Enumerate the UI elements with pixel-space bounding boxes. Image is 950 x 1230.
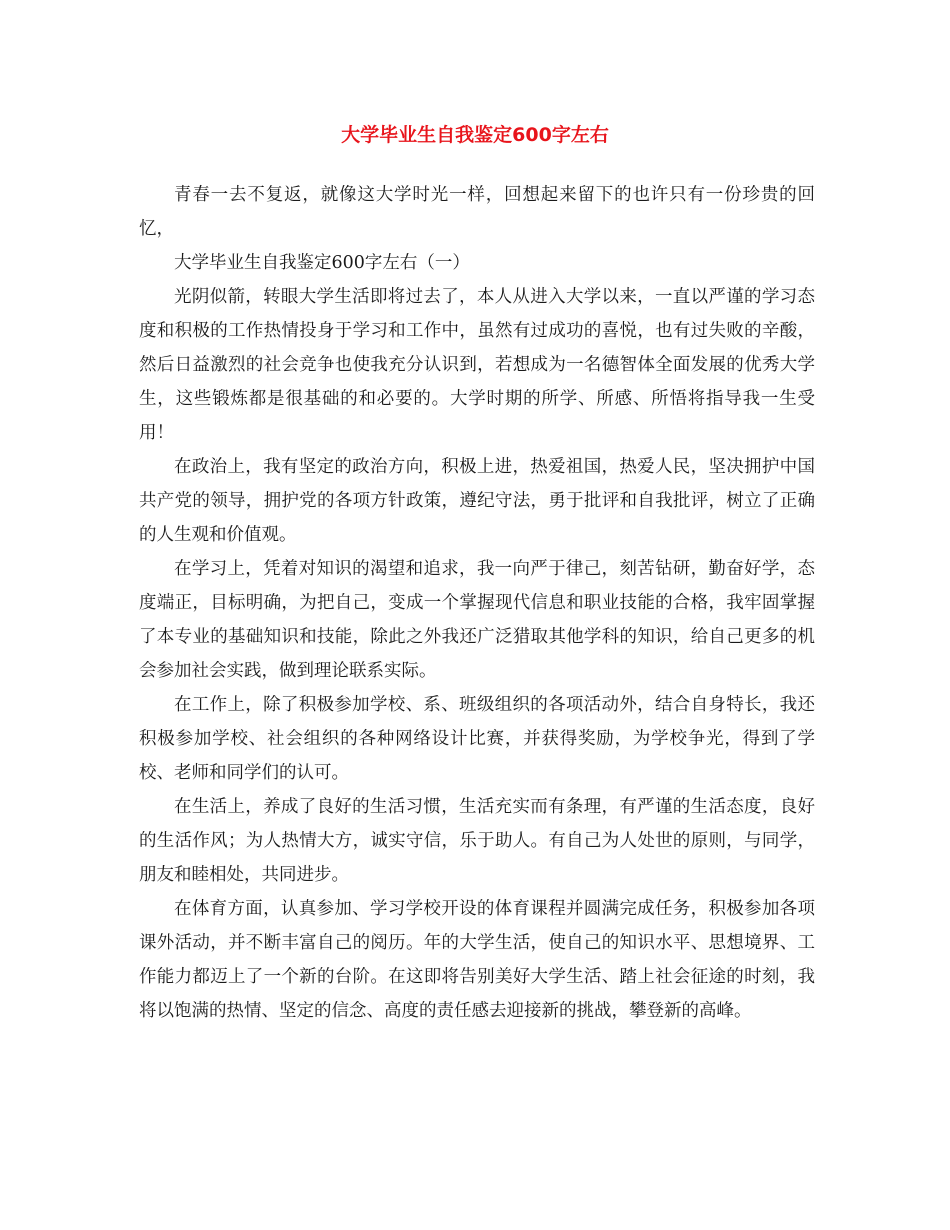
paragraph-overview: 光阴似箭，转眼大学生活即将过去了，本人从进入大学以来，一直以严谨的学习态度和积极的工作热情投身于学习和工作中，虽然有过成功的喜悦，也有过失败的辛酸，然后日益激烈的社会竞争也使我充分认识到，若想成为一名德智体全面发展的优秀大学生，这些锻炼都是很基础的和必要的。大学时期的所学、所感、所悟将指导我一生受用！ — [139, 287, 815, 443]
paragraph-life: 在生活上，养成了良好的生活习惯，生活充实而有条理，有严谨的生活态度，良好的生活作风；为人热情大方，诚实守信，乐于助人。有自己为人处世的原则，与同学，朋友和睦相处，共同进步。 — [139, 797, 815, 885]
paragraph-subheading: 大学毕业生自我鉴定600字左右（一） — [174, 253, 470, 273]
paragraph-sports: 在体育方面，认真参加、学习学校开设的体育课程并圆满完成任务，积极参加各项课外活动，并不断丰富自己的阅历。年的大学生活，使自己的知识水平、思想境界、工作能力都迈上了一个新的台阶。在这即将告别美好大学生活、踏上社会征途的时刻，我将以饱满的热情、坚定的信念、高度的责任感去迎接新的挑战，攀登新的高峰。 — [139, 899, 815, 1021]
paragraph-intro: 青春一去不复返，就像这大学时光一样，回想起来留下的也许只有一份珍贵的回忆， — [139, 185, 815, 239]
paragraph-work: 在工作上，除了积极参加学校、系、班级组织的各项活动外，结合自身特长，我还积极参加学校、社会组织的各种网络设计比赛，并获得奖励，为学校争光，得到了学校、老师和同学们的认可。 — [139, 695, 815, 783]
document-body — [139, 178, 815, 1028]
paragraph-politics: 在政治上，我有坚定的政治方向，积极上进，热爱祖国，热爱人民，坚决拥护中国共产党的领导，拥护党的各项方针政策，遵纪守法，勇于批评和自我批评，树立了正确的人生观和价值观。 — [139, 457, 815, 545]
document-title: 大学毕业生自我鉴定600字左右 — [341, 124, 609, 146]
paragraph-study: 在学习上，凭着对知识的渴望和追求，我一向严于律己，刻苦钻研，勤奋好学，态度端正，目标明确，为把自己，变成一个掌握现代信息和职业技能的合格，我牢固掌握了本专业的基础知识和技能，除此之外我还广泛猎取其他学科的知识，给自己更多的机会参加社会实践，做到理论联系实际。 — [139, 559, 815, 681]
